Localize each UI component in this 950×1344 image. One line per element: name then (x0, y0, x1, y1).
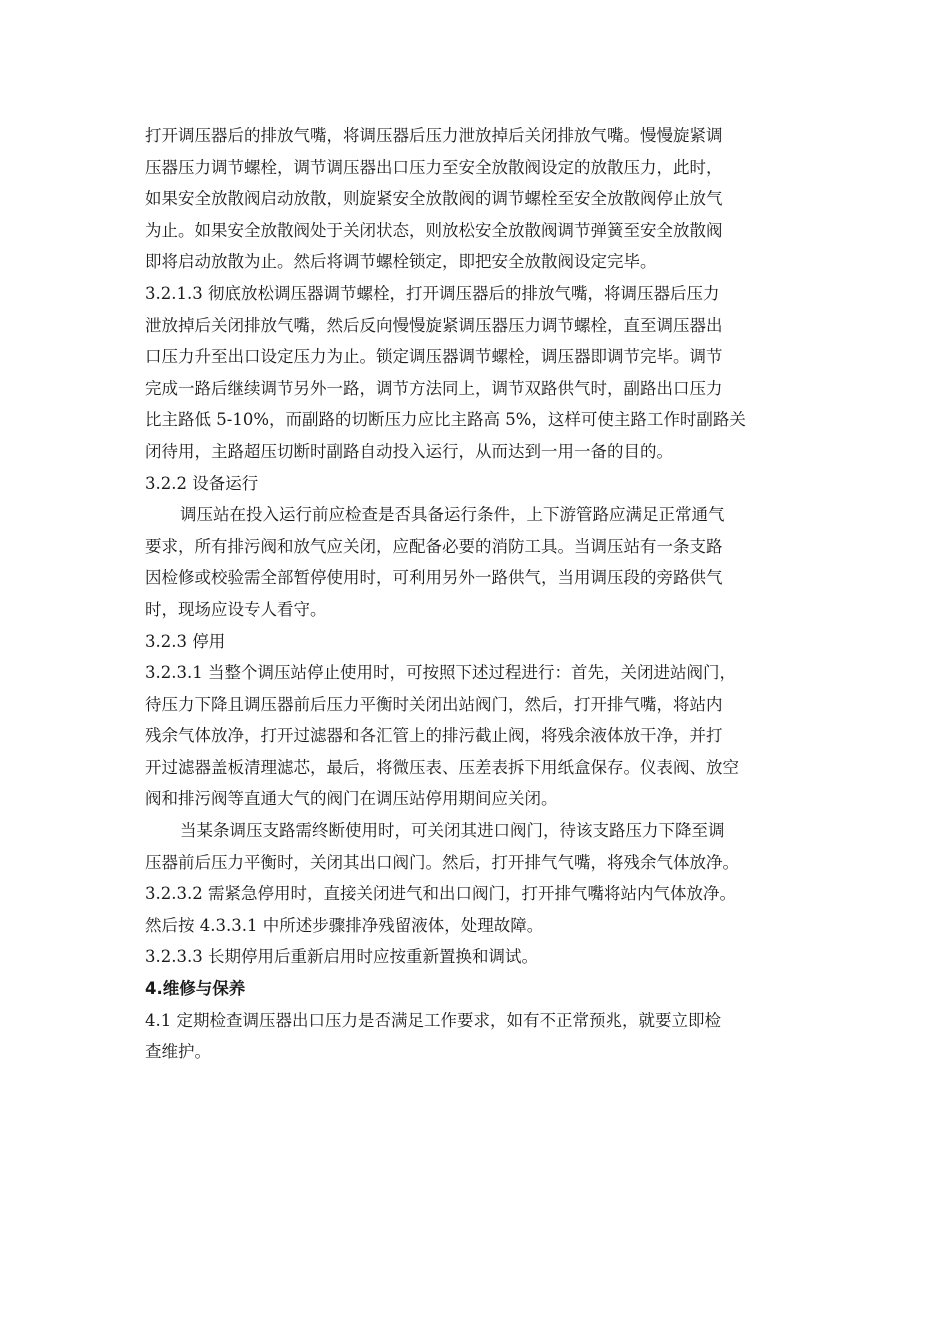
text-line: 闭待用，主路超压切断时副路自动投入运行，从而达到一用一备的目的。 (145, 441, 673, 461)
text-line: 压器压力调节螺栓，调节调压器出口压力至安全放散阀设定的放散压力，此时， (145, 157, 723, 177)
text-line: 打开调压器后的排放气嘴，将调压器后压力泄放掉后关闭排放气嘴。慢慢旋紧调 (145, 126, 723, 145)
text-line: 如果安全放散阀启动放散，则旋紧安全放散阀的调节螺栓至安全放散阀停止放气 (145, 189, 723, 209)
text-line: 3.2.3 停用 (145, 631, 226, 651)
text-line: 开过滤器盖板清理滤芯，最后，将微压表、压差表拆下用纸盒保存。仪表阀、放空 (145, 757, 739, 777)
text-line: 残余气体放净，打开过滤器和各汇管上的排污截止阀，将残余液体放干净，并打 (145, 726, 723, 746)
text-line: 口压力升至出口设定压力为止。锁定调压器调节螺栓，调压器即调节完毕。调节 (145, 347, 723, 367)
text-line: 3.2.1.3 彻底放松调压器调节螺栓，打开调压器后的排放气嘴，将调压器后压力 (145, 283, 720, 303)
text-line: 待压力下降且调压器前后压力平衡时关闭出站阀门，然后，打开排气嘴，将站内 (145, 694, 723, 714)
text-line: 时，现场应设专人看守。 (145, 599, 327, 619)
text-line: 完成一路后继续调节另外一路，调节方法同上，调节双路供气时，副路出口压力 (145, 378, 723, 398)
text-line: 为止。如果安全放散阀处于关闭状态，则放松安全放散阀调节弹簧至安全放散阀 (145, 220, 723, 240)
section-heading: 4.维修与保养 (145, 979, 246, 999)
text-line: 3.2.2 设备运行 (145, 473, 259, 493)
text-line: 压器前后压力平衡时，关闭其出口阀门。然后，打开排气气嘴，将残余气体放净。 (145, 852, 739, 872)
text-line: 然后按 4.3.3.1 中所述步骤排净残留液体，处理故障。 (145, 915, 544, 935)
text-line: 因检修或校验需全部暂停使用时，可利用另外一路供气，当用调压段的旁路供气 (145, 568, 723, 588)
text-line: 调压站在投入运行前应检查是否具备运行条件，上下游管路应满足正常通气 (180, 505, 725, 525)
text-line: 4.1 定期检查调压器出口压力是否满足工作要求，如有不正常预兆，就要立即检 (145, 1010, 721, 1030)
text-line: 阀和排污阀等直通大气的阀门在调压站停用期间应关闭。 (145, 789, 558, 809)
text-line: 比主路低 5-10%，而副路的切断压力应比主路高 5%，这样可使主路工作时副路关 (145, 410, 746, 430)
text-line: 3.2.3.2 需紧急停用时，直接关闭进气和出口阀门，打开排气嘴将站内气体放净。 (145, 884, 736, 904)
text-line: 3.2.3.1 当整个调压站停止使用时，可按照下述过程进行：首先，关闭进站阀门， (145, 663, 736, 683)
text-line: 即将启动放散为止。然后将调节螺栓锁定，即把安全放散阀设定完毕。 (145, 252, 657, 272)
text-line: 泄放掉后关闭排放气嘴，然后反向慢慢旋紧调压器压力调节螺栓，直至调压器出 (145, 315, 723, 335)
text-line: 当某条调压支路需终断使用时，可关闭其进口阀门，待该支路压力下降至调 (180, 821, 725, 841)
text-line: 要求，所有排污阀和放气应关闭，应配备必要的消防工具。当调压站有一条支路 (145, 536, 723, 556)
text-line: 3.2.3.3 长期停用后重新启用时应按重新置换和调试。 (145, 947, 538, 967)
text-line: 查维护。 (145, 1042, 211, 1062)
document-body (145, 120, 811, 1068)
